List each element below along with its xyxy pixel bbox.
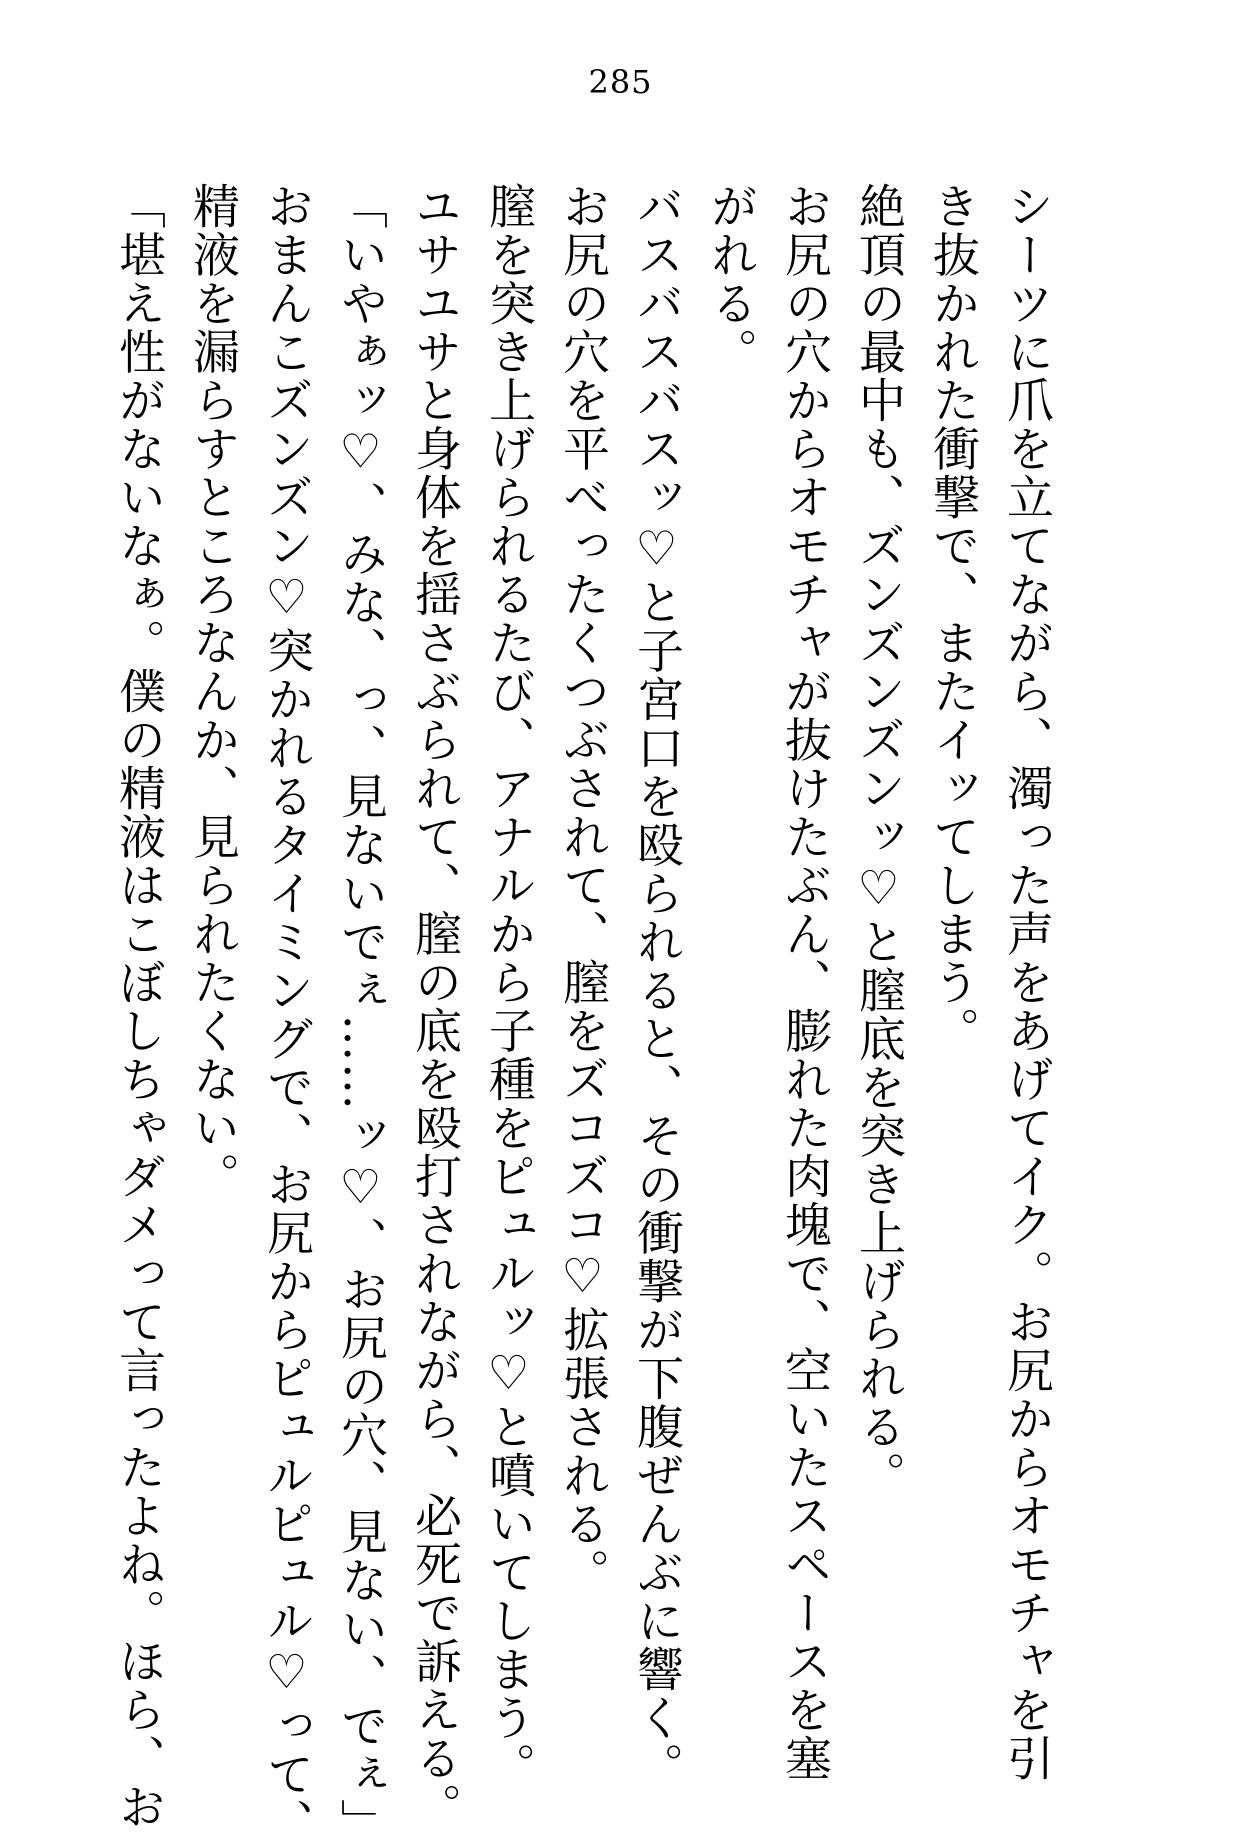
- text-line: がれる。: [703, 182, 758, 376]
- text-line: バスバスバスッ♡と子宮口を殴られると、その衝撃が下腹ぜんぶに響く。: [629, 182, 684, 1791]
- text-line: 膣を突き上げられるたび、アナルから子種をピュルッ♡と噴いてしまう。: [481, 182, 536, 1791]
- text-line: ユサユサと身体を揺さぶられて、膣の底を殴打されながら、必死で訴える。: [407, 182, 462, 1831]
- page-number: 285: [588, 63, 653, 101]
- text-line: お尻の穴を平べったくつぶされて、膣をズコズコ♡拡張される。: [555, 182, 610, 1597]
- text-line: シーツに爪を立てながら、濁った声をあげてイク。お尻からオモチャを引: [999, 182, 1054, 1783]
- body-text: [101, 182, 1063, 1847]
- text-line: おまんこズンズン♡突かれるタイミングで、お尻からピュルピュル♡って、: [259, 182, 314, 1847]
- text-line: き抜かれた衝撃で、またイッてしまう。: [925, 182, 980, 1055]
- text-line: 精液を漏らすところなんか、見られたくない。: [185, 182, 240, 1201]
- text-line: お尻の穴からオモチャが抜けたぶん、膨れた肉塊で、空いたスペースを塞: [777, 182, 832, 1783]
- text-line: 「いやぁッ♡、みな、っ、見ないでぇ……ッ♡、お尻の穴、見ない、でぇ」: [333, 182, 388, 1847]
- text-line: 絶頂の最中も、ズンズンズンッ♡と膣底を突き上げられる。: [851, 182, 906, 1500]
- text-line: 「堪え性がないなぁ。僕の精液はこぼしちゃダメって言ったよね。ほら、お: [111, 182, 166, 1831]
